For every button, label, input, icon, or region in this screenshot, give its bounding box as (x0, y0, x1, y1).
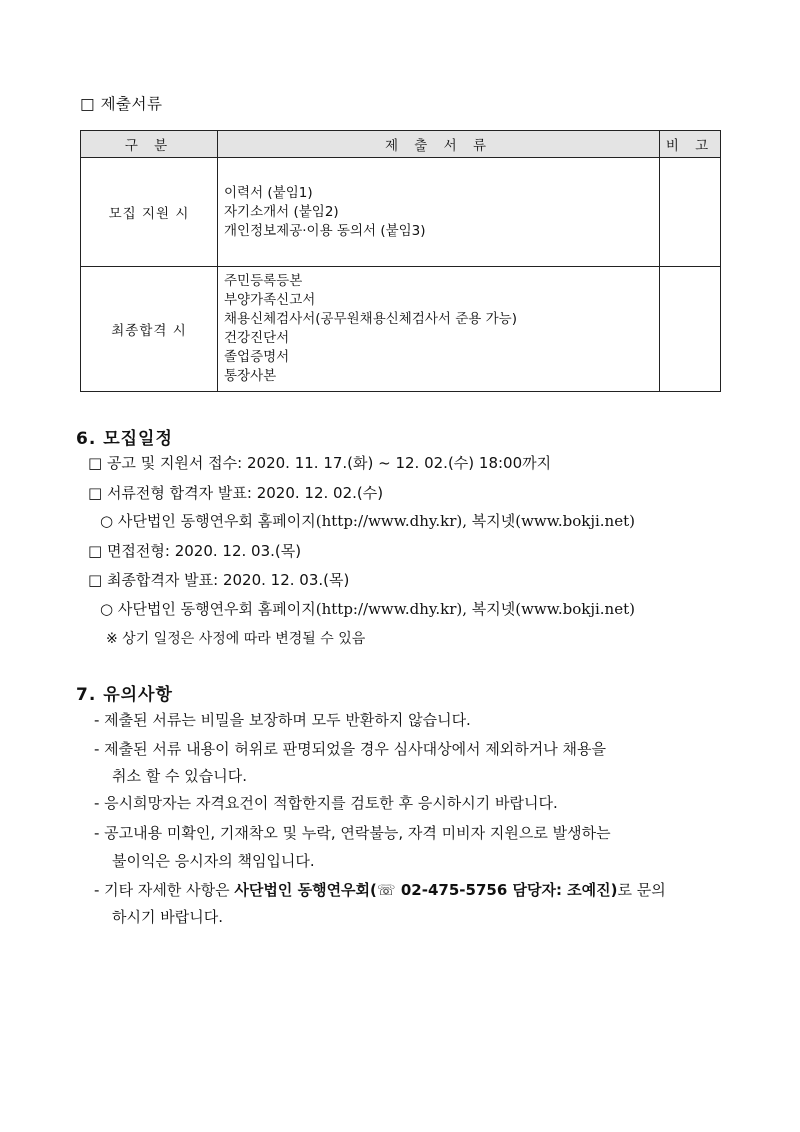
schedule-line: □ 면접전형: 2020. 12. 03.(목) (88, 542, 302, 560)
notice-text: 로 문의 (617, 881, 666, 899)
table-row (81, 267, 721, 392)
row-documents (218, 158, 660, 267)
notice-line: - 공고내용 미확인, 기재착오 및 누락, 연락불능, 자격 미비자 지원으로 발생하는 (94, 824, 611, 842)
row-note (660, 267, 721, 392)
document-item: 개인정보제공·이용 동의서 (붙임3) (224, 222, 426, 239)
notes-title: 7. 유의사항 (76, 685, 173, 705)
notice-text: - 기타 자세한 사항은 (94, 881, 235, 899)
notice-line: 하시기 바랍니다. (112, 908, 223, 926)
schedule-line: □ 공고 및 지원서 접수: 2020. 11. 17.(화) ~ 12. 02.(수) 18:00까지 (88, 454, 552, 472)
schedule-line: ○ 사단법인 동행연우회 홈페이지(http://www.dhy.kr), 복지넷(www.bokji.net) (100, 512, 635, 530)
document-item: 채용신체검사서(공무원채용신체검사서 준용 가능) (224, 311, 517, 327)
contact-info: 사단법인 동행연우회(☏ 02-475-5756 담당자: 조예진) (234, 881, 618, 899)
row-category: 최종합격 시 (81, 267, 218, 392)
table-header-row (81, 131, 721, 158)
row-documents (218, 267, 660, 392)
notice-line: - 제출된 서류 내용이 허위로 판명되었을 경우 심사대상에서 제외하거나 채용을 (94, 740, 607, 758)
document-item: 이력서 (붙임1) (224, 184, 313, 201)
table-row (81, 158, 721, 267)
submission-heading: □ 제출서류 (80, 95, 163, 113)
notice-line: 불이익은 응시자의 책임입니다. (112, 852, 315, 870)
header-note: 비 고 (660, 131, 721, 158)
document-item: 통장사본 (224, 368, 277, 384)
notice-line: - 제출된 서류는 비밀을 보장하며 모두 반환하지 않습니다. (94, 711, 471, 729)
schedule-line: □ 최종합격자 발표: 2020. 12. 03.(목) (88, 571, 350, 589)
schedule-line: ○ 사단법인 동행연우회 홈페이지(http://www.dhy.kr), 복지넷(www.bokji.net) (100, 600, 635, 618)
row-note (660, 158, 721, 267)
document-item: 주민등록등본 (224, 273, 303, 289)
schedule-line: □ 서류전형 합격자 발표: 2020. 12. 02.(수) (88, 484, 384, 502)
header-documents: 제 출 서 류 (218, 131, 660, 158)
notice-line (94, 880, 666, 900)
header-category: 구 분 (81, 131, 218, 158)
notice-line: 취소 할 수 있습니다. (112, 767, 247, 785)
notice-line: - 응시희망자는 자격요건이 적합한지를 검토한 후 응시하시기 바랍니다. (94, 794, 558, 812)
schedule-title: 6. 모집일정 (76, 429, 173, 449)
schedule-note: ※ 상기 일정은 사정에 따라 변경될 수 있음 (106, 631, 366, 647)
document-item: 부양가족신고서 (224, 292, 316, 308)
document-item: 자기소개서 (붙임2) (224, 203, 339, 220)
document-item: 졸업증명서 (224, 349, 290, 365)
submission-table (80, 130, 721, 392)
row-category: 모집 지원 시 (81, 158, 218, 267)
document-item: 건강진단서 (224, 330, 290, 346)
